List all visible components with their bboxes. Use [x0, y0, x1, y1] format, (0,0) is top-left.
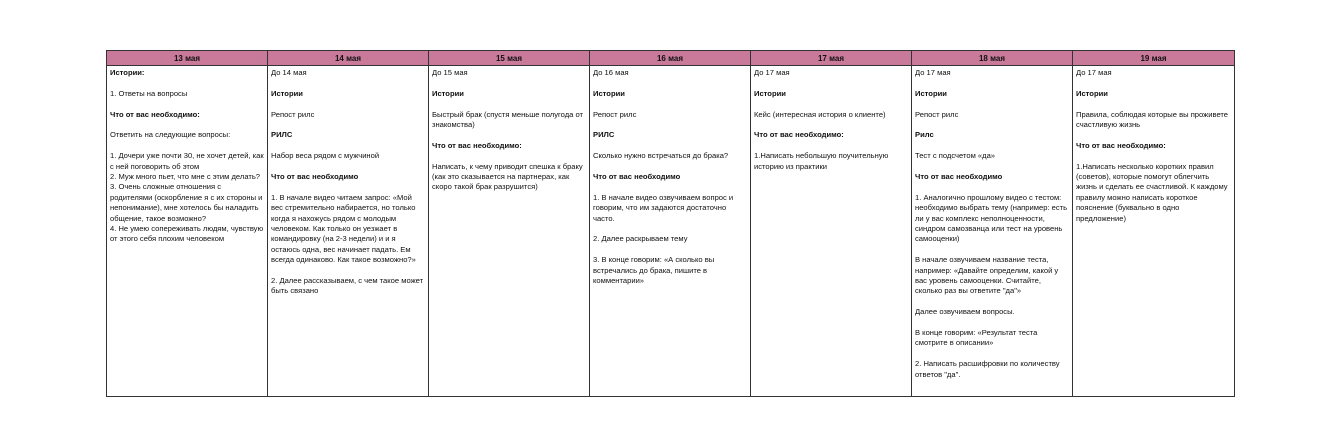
cell-paragraph: 1.Написать небольшую поучительную историю из практики — [754, 151, 891, 171]
day-cell[interactable] — [107, 66, 268, 397]
cell-paragraph: До 15 мая — [432, 68, 468, 77]
cell-paragraph: 1. В начале видео озвучиваем вопрос и говорим, что им задаются достаточно часто. — [593, 192, 736, 223]
day-cell[interactable] — [912, 66, 1073, 397]
cell-heading: Что от вас необходимо: — [432, 140, 522, 150]
day-cell[interactable] — [590, 66, 751, 397]
cell-paragraph: 2. Далее рассказываем, с чем такое может быть связано — [271, 276, 426, 296]
header-row — [107, 51, 1235, 66]
cell-paragraph: 1. В начале видео читаем запрос: «Мой вес стремительно набирается, но только когда я нахожусь рядом с молодым человеком. Как только он уезжает в командировку (на 2-3 недели) и и я остаюсь одна, вес начинает падать. Ем всегда одинаково. Как такое возможно?» — [271, 192, 418, 265]
cell-paragraph: Правила, соблюдая которые вы проживете счастливую жизнь — [1076, 109, 1231, 129]
cell-heading: Что от вас необходимо: — [110, 109, 200, 119]
schedule-table — [106, 50, 1235, 397]
cell-heading: Истории — [754, 88, 786, 98]
cell-heading: Что от вас необходимо — [271, 171, 359, 181]
cell-heading: Рилс — [915, 130, 934, 140]
cell-heading: Истории — [432, 88, 464, 98]
cell-paragraph: До 17 мая — [915, 68, 951, 77]
cell-paragraph: До 14 мая — [271, 68, 307, 77]
cell-paragraph: 2. Далее раскрываем тему — [593, 234, 688, 244]
cell-heading: Что от вас необходимо — [915, 171, 1003, 181]
day-cell[interactable] — [1073, 66, 1235, 397]
cell-paragraph: Репост рилс — [593, 109, 637, 119]
cell-heading: Что от вас необходимо — [593, 171, 681, 181]
content-row — [107, 66, 1235, 397]
cell-paragraph: До 16 мая — [593, 68, 629, 77]
cell-heading: Истории — [915, 88, 947, 98]
cell-heading: РИЛС — [271, 130, 293, 140]
cell-paragraph: Репост рилс — [271, 109, 315, 119]
cell-paragraph: В начале озвучиваем название теста, например: «Давайте определим, какой у вас уровень самооценки. Считайте, сколько раз вы ответите "да"» — [915, 255, 1061, 296]
date-header-15: 15 мая — [429, 51, 590, 66]
cell-paragraph: 1. Дочери уже почти 30, не хочет детей, как с ней поговорить об этом 2. Муж много пьет, что мне с этим делать? 3. Очень сложные отношения с родителями (оскорбление я с их стороны и непонимание), мне хотелось бы наладить общение, такое возможно? 4. Не умею сопереживать людям, чувствую от этого себя плохим человеком — [110, 151, 264, 244]
cell-heading: Истории: — [110, 68, 145, 77]
cell-paragraph: До 17 мая — [1076, 68, 1112, 77]
day-cell[interactable] — [268, 66, 429, 397]
cell-heading: Что от вас необходимо: — [1076, 140, 1166, 150]
date-header-16: 16 мая — [590, 51, 751, 66]
cell-paragraph: Ответить на следующие вопросы: — [110, 130, 231, 140]
cell-heading: РИЛС — [593, 130, 615, 140]
cell-paragraph: 1. Ответы на вопросы — [110, 88, 188, 98]
cell-paragraph: Далее озвучиваем вопросы. — [915, 307, 1015, 317]
cell-paragraph: В конце говорим: «Результат теста смотрите в описании» — [915, 328, 1040, 348]
cell-paragraph: До 17 мая — [754, 68, 790, 77]
cell-paragraph: Сколько нужно встречаться до брака? — [593, 151, 729, 161]
day-cell[interactable] — [751, 66, 912, 397]
date-header-17: 17 мая — [751, 51, 912, 66]
cell-paragraph: Тест с подсчетом «да» — [915, 151, 996, 161]
cell-paragraph: Набор веса рядом с мужчиной — [271, 151, 380, 161]
cell-paragraph: Кейс (интересная история о клиенте) — [754, 109, 886, 119]
cell-paragraph: Быстрый брак (спустя меньше полугода от знакомства) — [432, 109, 586, 129]
cell-paragraph: 3. В конце говорим: «А сколько вы встречались до брака, пишите в комментарии» — [593, 255, 717, 285]
cell-heading: Истории — [593, 88, 625, 98]
date-header-13: 13 мая — [107, 51, 268, 66]
date-header-14: 14 мая — [268, 51, 429, 66]
cell-heading: Истории — [271, 88, 303, 98]
cell-paragraph: 1. Аналогично прошлому видео с тестом: необходимо выбрать тему (например: есть ли у вас комплекс неполноценности, синдром самозванца или тест на уровень самооценки) — [915, 192, 1070, 244]
cell-paragraph: 2. Написать расшифровки по количеству ответов "да". — [915, 359, 1062, 379]
cell-paragraph: 1.Написать несколько коротких правил (советов), которые помогут облегчить жизнь и сделать ее счастливой. К каждому правилу можно написать короткое пояснение (буквально в одно предложение) — [1076, 161, 1230, 223]
date-header-18: 18 мая — [912, 51, 1073, 66]
cell-paragraph: Репост рилс — [915, 109, 959, 119]
cell-heading: Истории — [1076, 88, 1108, 98]
cell-paragraph: Написать, к чему приводит спешка к браку (как это сказывается на партнерах, как скоро такой брак разрушится) — [432, 161, 585, 192]
cell-heading: Что от вас необходимо: — [754, 130, 844, 140]
date-header-19: 19 мая — [1073, 51, 1235, 66]
day-cell[interactable] — [429, 66, 590, 397]
